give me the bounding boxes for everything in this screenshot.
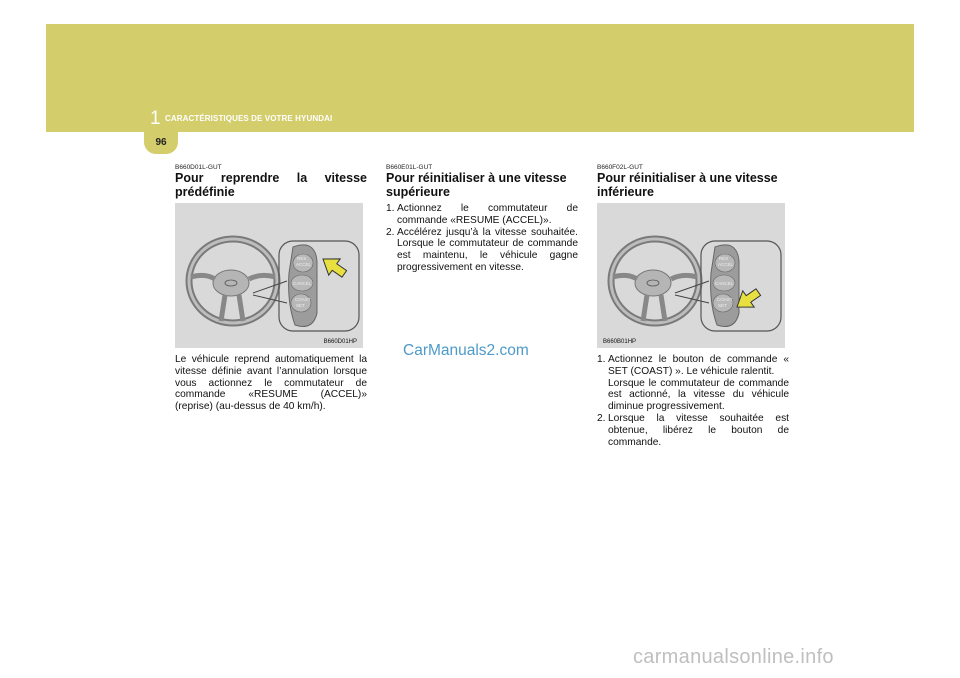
step-text: Accélérez jusqu’à la vitesse souhaitée. Lorsque le commutateur de commande est maintenu, le véhicule gagne progressivement en vitesse. [397, 226, 578, 273]
section-body: Le véhicule reprend automatiquement la vitesse définie avant l’annulation lorsque vous actionnez le commutateur de commande «RESUME (ACCEL)» (reprise) (au-dessus de 40 km/h). [175, 354, 367, 413]
switch-label-set: SET [296, 303, 305, 308]
section-title: Pour reprendre la vitesse prédéfinie [175, 171, 367, 199]
step-number: 1. [597, 354, 606, 365]
step-text: Actionnez le commutateur de commande «RESUME (ACCEL)». [397, 203, 578, 226]
step-text: Lorsque la vitesse souhaitée est obtenue, libérez le bouton de commande. [608, 412, 789, 448]
switch-label-res: RES [719, 256, 729, 261]
section-code: B660F02L-GUT [597, 164, 643, 171]
step-number: 1. [386, 203, 395, 214]
figure-caption: B660D01HP [323, 339, 357, 345]
list-item [597, 413, 789, 448]
steering-wheel-illustration [597, 203, 785, 348]
step-number: 2. [597, 412, 606, 424]
steering-wheel-figure [597, 203, 785, 348]
section-code: B660E01L-GUT [386, 164, 433, 171]
section-decrease-speed [597, 164, 789, 448]
switch-label-res: RES [297, 256, 307, 261]
list-item [386, 227, 578, 274]
section-title: Pour réinitialiser à une vitesse inférieure [597, 171, 778, 199]
step-text-line: Lorsque le commutateur de commande est actionné, la vitesse du véhicule diminue progressivement. [608, 377, 789, 413]
section-resume-speed [175, 164, 367, 413]
switch-label-cancel: CANCEL [715, 281, 734, 286]
step-text [608, 354, 789, 413]
list-item [597, 354, 789, 413]
steering-wheel-figure [175, 203, 363, 348]
section-increase-speed [386, 164, 578, 274]
switch-label-coast: COAST [717, 297, 733, 302]
steps-list [386, 203, 578, 274]
steering-wheel-illustration [175, 203, 363, 348]
switch-label-set: SET [718, 303, 727, 308]
figure-caption: B660B01HP [603, 339, 637, 345]
switch-label-accel: ACCEL [296, 262, 312, 267]
steps-list [597, 354, 789, 448]
chapter-title: CARACTÉRISTIQUES DE VOTRE HYUNDAI [165, 114, 333, 123]
list-item [386, 203, 578, 227]
switch-label-cancel: CANCEL [293, 281, 312, 286]
section-title: Pour réinitialiser à une vitesse supérieure [386, 171, 567, 199]
step-number: 2. [386, 226, 395, 238]
footer-watermark[interactable]: carmanualsonline.info [633, 646, 834, 668]
page-number: 96 [155, 137, 167, 148]
step-text-line: Actionnez le bouton de commande « SET (COAST) ». Le véhicule ralentit. [608, 354, 789, 377]
pointing-arrow-icon [317, 251, 350, 282]
chapter-number: 1 [150, 108, 161, 129]
switch-label-accel: ACCEL [718, 262, 734, 267]
switch-label-coast: COAST [295, 297, 311, 302]
watermark-link[interactable]: CarManuals2.com [403, 342, 529, 359]
section-code: B660D01L-GUT [175, 164, 222, 171]
